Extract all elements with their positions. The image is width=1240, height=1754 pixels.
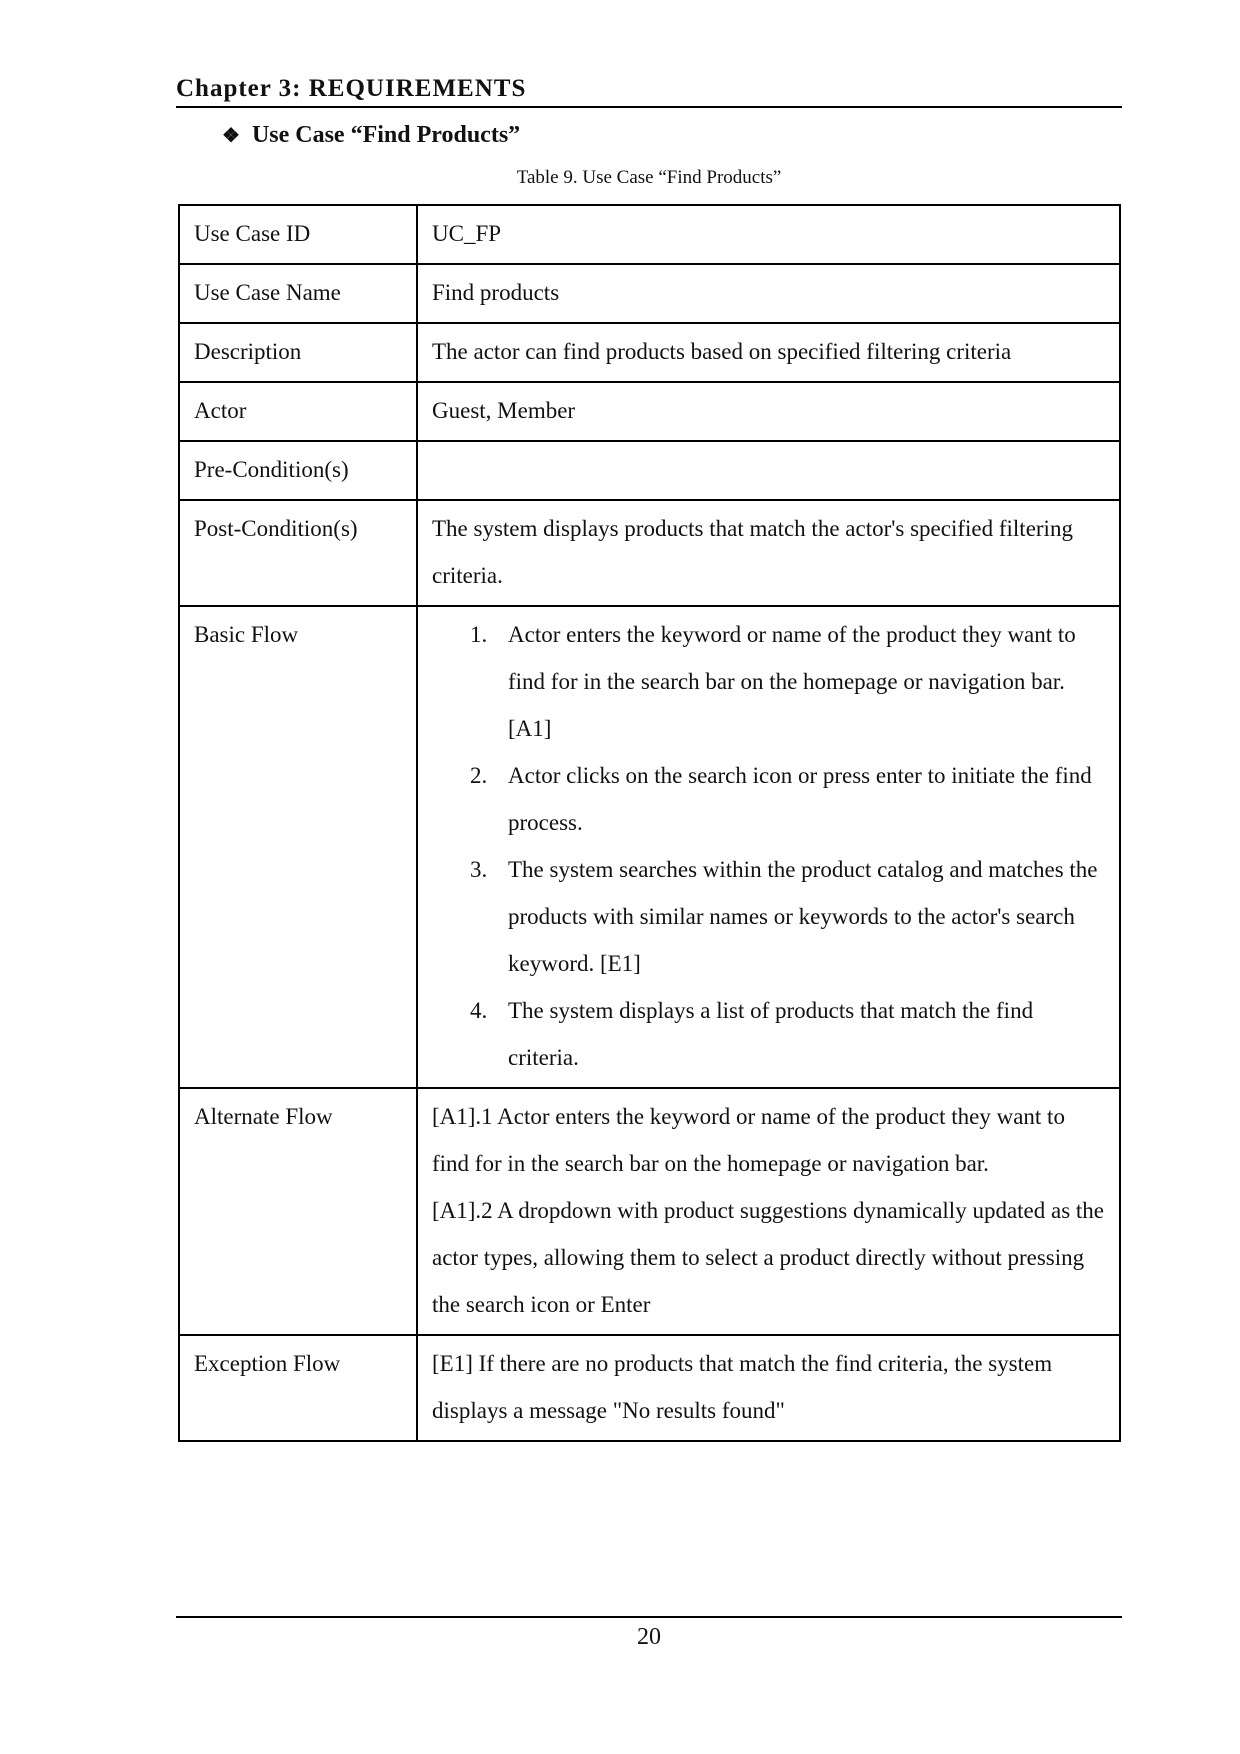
table-caption: Table 9. Use Case “Find Products” <box>516 167 782 188</box>
list-item: Actor clicks on the search icon or press enter to initiate the find process. <box>508 763 1092 835</box>
row-label: Post-Condition(s) <box>179 500 417 606</box>
footer-divider <box>176 1616 1122 1618</box>
section-heading <box>222 120 520 151</box>
row-value <box>417 441 1120 500</box>
table-row <box>179 264 1120 323</box>
diamond-bullet-icon: ❖ <box>222 125 240 147</box>
list-item: The system displays a list of products that match the find criteria. <box>508 998 1034 1070</box>
section-heading-text: Use Case “Find Products” <box>251 122 521 148</box>
table-row <box>179 1335 1120 1441</box>
row-label: Exception Flow <box>179 1335 417 1441</box>
row-value: Guest, Member <box>417 382 1120 441</box>
list-item: Actor enters the keyword or name of the product they want to find for in the search bar on the homepage or navigation bar. [A1] <box>508 622 1076 741</box>
table-row <box>179 1088 1120 1335</box>
row-value: UC_FP <box>417 205 1120 264</box>
basic-flow-cell <box>417 606 1120 1088</box>
row-value: The system displays products that match the actor's specified filtering criteria. <box>417 500 1120 606</box>
alternate-flow-cell <box>417 1088 1120 1335</box>
table-row <box>179 500 1120 606</box>
table-row <box>179 382 1120 441</box>
basic-flow-steps <box>432 611 1105 1081</box>
page-number: 20 <box>637 1624 661 1650</box>
row-value: [E1] If there are no products that match the find criteria, the system displays a message "No results found" <box>417 1335 1120 1441</box>
chapter-title: Chapter 3: REQUIREMENTS <box>176 75 527 102</box>
list-item: The system searches within the product catalog and matches the products with similar names or keywords to the actor's search keyword. [E1] <box>508 857 1098 976</box>
row-label: Use Case ID <box>179 205 417 264</box>
use-case-table <box>178 204 1121 1442</box>
alternate-flow-line: [A1].1 Actor enters the keyword or name of the product they want to find for in the search bar on the homepage or navigation bar. <box>432 1104 1065 1176</box>
row-label: Description <box>179 323 417 382</box>
row-label: Actor <box>179 382 417 441</box>
table-row <box>179 205 1120 264</box>
row-value: The actor can find products based on specified filtering criteria <box>417 323 1120 382</box>
page-header <box>176 74 1122 108</box>
row-label: Alternate Flow <box>179 1088 417 1335</box>
row-label: Use Case Name <box>179 264 417 323</box>
alternate-flow-line: [A1].2 A dropdown with product suggestions dynamically updated as the actor types, allowing them to select a product directly without pressing the search icon or Enter <box>432 1198 1105 1317</box>
table-row <box>179 441 1120 500</box>
row-label: Pre-Condition(s) <box>179 441 417 500</box>
table-row <box>179 606 1120 1088</box>
table-row <box>179 323 1120 382</box>
row-label: Basic Flow <box>179 606 417 1088</box>
row-value: Find products <box>417 264 1120 323</box>
